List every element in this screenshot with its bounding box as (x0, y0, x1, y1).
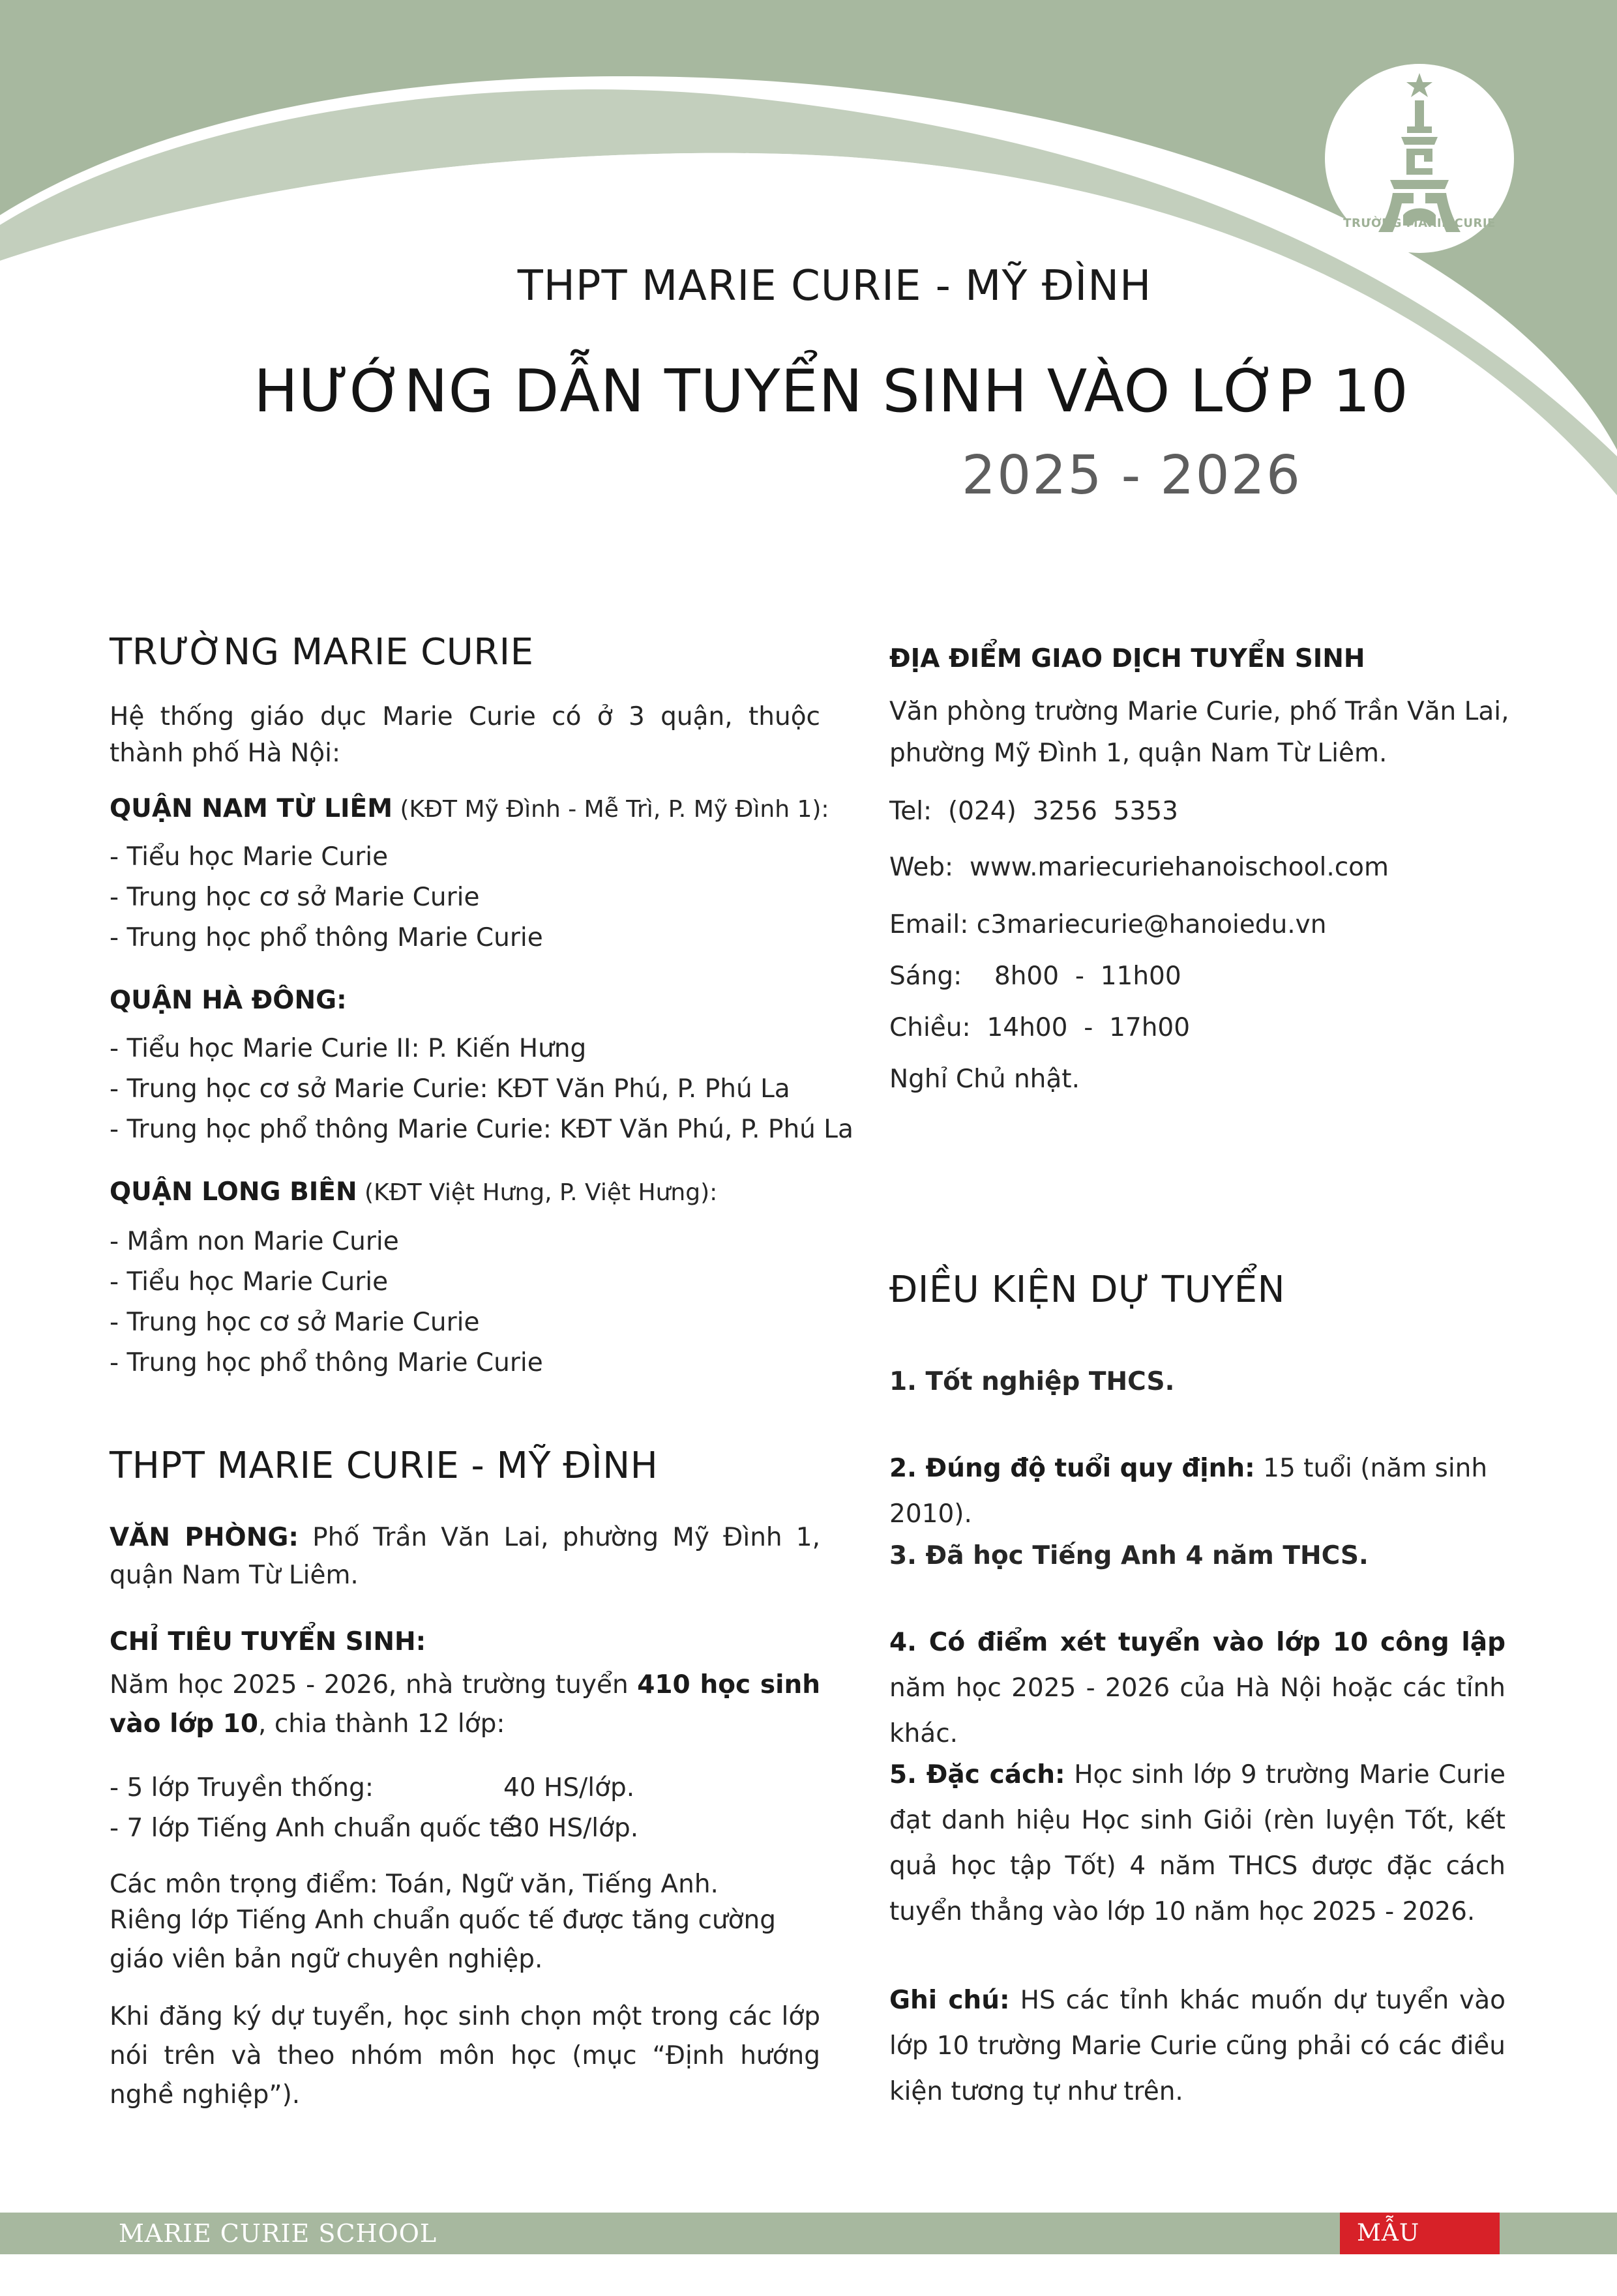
condition-text: Học sinh lớp 9 trường Marie Curie đạt danh hiệu Học sinh Giỏi (rèn luyện Tốt, kết quả học tập Tốt) 4 năm THCS được đặc cách tuyển thẳng vào lớp 10 năm học 2025 - 2026. (889, 1760, 1506, 1926)
class-label: - 7 lớp Tiếng Anh chuẩn quốc tế: (110, 1814, 524, 1843)
quota-label: CHỈ TIÊU TUYỂN SINH: (110, 1627, 426, 1656)
note-text: HS các tỉnh khác muốn dự tuyển vào lớp 10 trường Marie Curie cũng phải có các điều kiện tương tự như trên. (889, 1986, 1506, 2106)
quota-pre: Năm học 2025 - 2026, nhà trường tuyển (110, 1670, 638, 1700)
district-name: QUẬN LONG BIÊN (110, 1177, 357, 1207)
form-number-badge (1340, 2213, 1500, 2288)
note-label: Ghi chú: (889, 1986, 1010, 2015)
condition-item: 3. Đã học Tiếng Anh 4 năm THCS. (889, 1541, 1369, 1570)
list-item: - Tiểu học Marie Curie II: P. Kiến Hưng (110, 1034, 587, 1063)
form-number: MẪU 1/10MĐ (1357, 2220, 1457, 2288)
district-heading (110, 980, 347, 1021)
class-row (110, 1808, 524, 1849)
tel-label: Tel: (889, 797, 932, 826)
district-name: QUẬN HÀ ĐÔNG: (110, 986, 347, 1015)
native-teachers-note: Riêng lớp Tiếng Anh chuẩn quốc tế được tăng cường giáo viên bản ngữ chuyên nghiệp. (110, 1906, 776, 1974)
section-title-school-system: TRƯỜNG MARIE CURIE (110, 631, 534, 673)
list-item: - Trung học phổ thông Marie Curie (110, 1348, 543, 1377)
contact-web (889, 847, 1389, 888)
contact-tel (889, 791, 1178, 832)
header-school-name: THPT MARIE CURIE - MỸ ĐÌNH (517, 262, 1152, 310)
condition-item (889, 1752, 1506, 1935)
quota-bold: 410 học sinh vào lớp 10 (110, 1670, 820, 1739)
list-item: - Tiểu học Marie Curie (110, 1267, 389, 1297)
condition-label: 2. Đúng độ tuổi quy định: (889, 1454, 1255, 1483)
district-heading (110, 789, 840, 830)
note-item (889, 1978, 1506, 2115)
condition-item (889, 1446, 1515, 1537)
afternoon-label: Chiều: (889, 1013, 971, 1042)
condition-item: 1. Tốt nghiệp THCS. (889, 1367, 1175, 1396)
school-year: 2025 - 2026 (961, 445, 1301, 507)
list-item: - Trung học phổ thông Marie Curie (110, 923, 543, 952)
condition-label: 5. Đặc cách: (889, 1760, 1065, 1789)
condition-text: 15 tuổi (năm sinh 2010). (889, 1454, 1488, 1529)
class-value: 40 HS/lớp. (503, 1773, 635, 1803)
list-item: - Tiểu học Marie Curie (110, 842, 389, 872)
contact-email (889, 905, 1326, 945)
footer-school-name: MARIE CURIE SCHOOL (119, 2219, 438, 2248)
closed-note: Nghỉ Chủ nhật. (889, 1065, 1080, 1094)
section-title-my-dinh: THPT MARIE CURIE - MỸ ĐÌNH (110, 1445, 659, 1487)
hours-morning (889, 956, 1181, 997)
quota-text (110, 1666, 820, 1744)
web-link[interactable]: www.mariecuriehanoischool.com (969, 853, 1389, 882)
section-title-conditions: ĐIỀU KIỆN DỰ TUYỂN (889, 1269, 1286, 1311)
quota-post: , chia thành 12 lớp: (258, 1709, 505, 1739)
key-subjects: Các môn trọng điểm: Toán, Ngữ văn, Tiếng Anh. (110, 1870, 719, 1899)
class-label: - 5 lớp Truyền thống: (110, 1773, 374, 1803)
office-label: VĂN PHÒNG: (110, 1523, 299, 1552)
condition-text: năm học 2025 - 2026 của Hà Nội hoặc các tỉnh khác. (889, 1673, 1506, 1748)
school-system-intro: Hệ thống giáo dục Marie Curie có ở 3 quận, thuộc thành phố Hà Nội: (110, 702, 820, 768)
address-line: phường Mỹ Đình 1, quận Nam Từ Liêm. (889, 739, 1387, 768)
office-text: Phố Trần Văn Lai, phường Mỹ Đình 1, quận Nam Từ Liêm. (110, 1523, 820, 1590)
list-item: - Trung học cơ sở Marie Curie (110, 1308, 480, 1337)
district-heading (110, 1172, 840, 1213)
condition-label: 4. Có điểm xét tuyển vào lớp 10 công lập (889, 1628, 1506, 1657)
web-label: Web: (889, 853, 954, 882)
location-address (889, 691, 1509, 774)
logo-caption: TRƯỜNG MARIE CURIE (1343, 216, 1496, 230)
morning-hours: 8h00 - 11h00 (994, 962, 1181, 991)
district-name: QUẬN NAM TỪ LIÊM (110, 794, 393, 823)
class-row (110, 1768, 374, 1808)
location-title: ĐỊA ĐIỂM GIAO DỊCH TUYỂN SINH (889, 644, 1365, 673)
class-value: 30 HS/lớp. (507, 1814, 639, 1843)
office-address (110, 1519, 820, 1595)
email-label: Email: (889, 910, 969, 939)
list-item: - Trung học cơ sở Marie Curie (110, 883, 480, 912)
email-link[interactable]: c3mariecurie@hanoiedu.vn (976, 910, 1327, 939)
list-item: - Trung học phổ thông Marie Curie: KĐT Văn Phú, P. Phú La (110, 1115, 853, 1144)
district-note: (KĐT Mỹ Đình - Mễ Trì, P. Mỹ Đình 1): (393, 796, 829, 823)
tel-value: (024) 3256 5353 (947, 797, 1178, 826)
list-item: - Trung học cơ sở Marie Curie: KĐT Văn Phú, P. Phú La (110, 1074, 790, 1104)
registration-note: Khi đăng ký dự tuyển, học sinh chọn một trong các lớp nói trên và theo nhóm môn học (mục “Định hướng nghề nghiệp”). (110, 2002, 820, 2110)
district-note: (KĐT Việt Hưng, P. Việt Hưng): (357, 1179, 718, 1206)
page-title: HƯỚNG DẪN TUYỂN SINH VÀO LỚP 10 (254, 357, 1409, 426)
hours-afternoon (889, 1008, 1190, 1048)
list-item: - Mầm non Marie Curie (110, 1227, 399, 1256)
afternoon-hours: 14h00 - 17h00 (987, 1013, 1191, 1042)
address-line: Văn phòng trường Marie Curie, phố Trần Văn Lai, (889, 697, 1509, 726)
morning-label: Sáng: (889, 962, 962, 991)
condition-item (889, 1620, 1506, 1757)
